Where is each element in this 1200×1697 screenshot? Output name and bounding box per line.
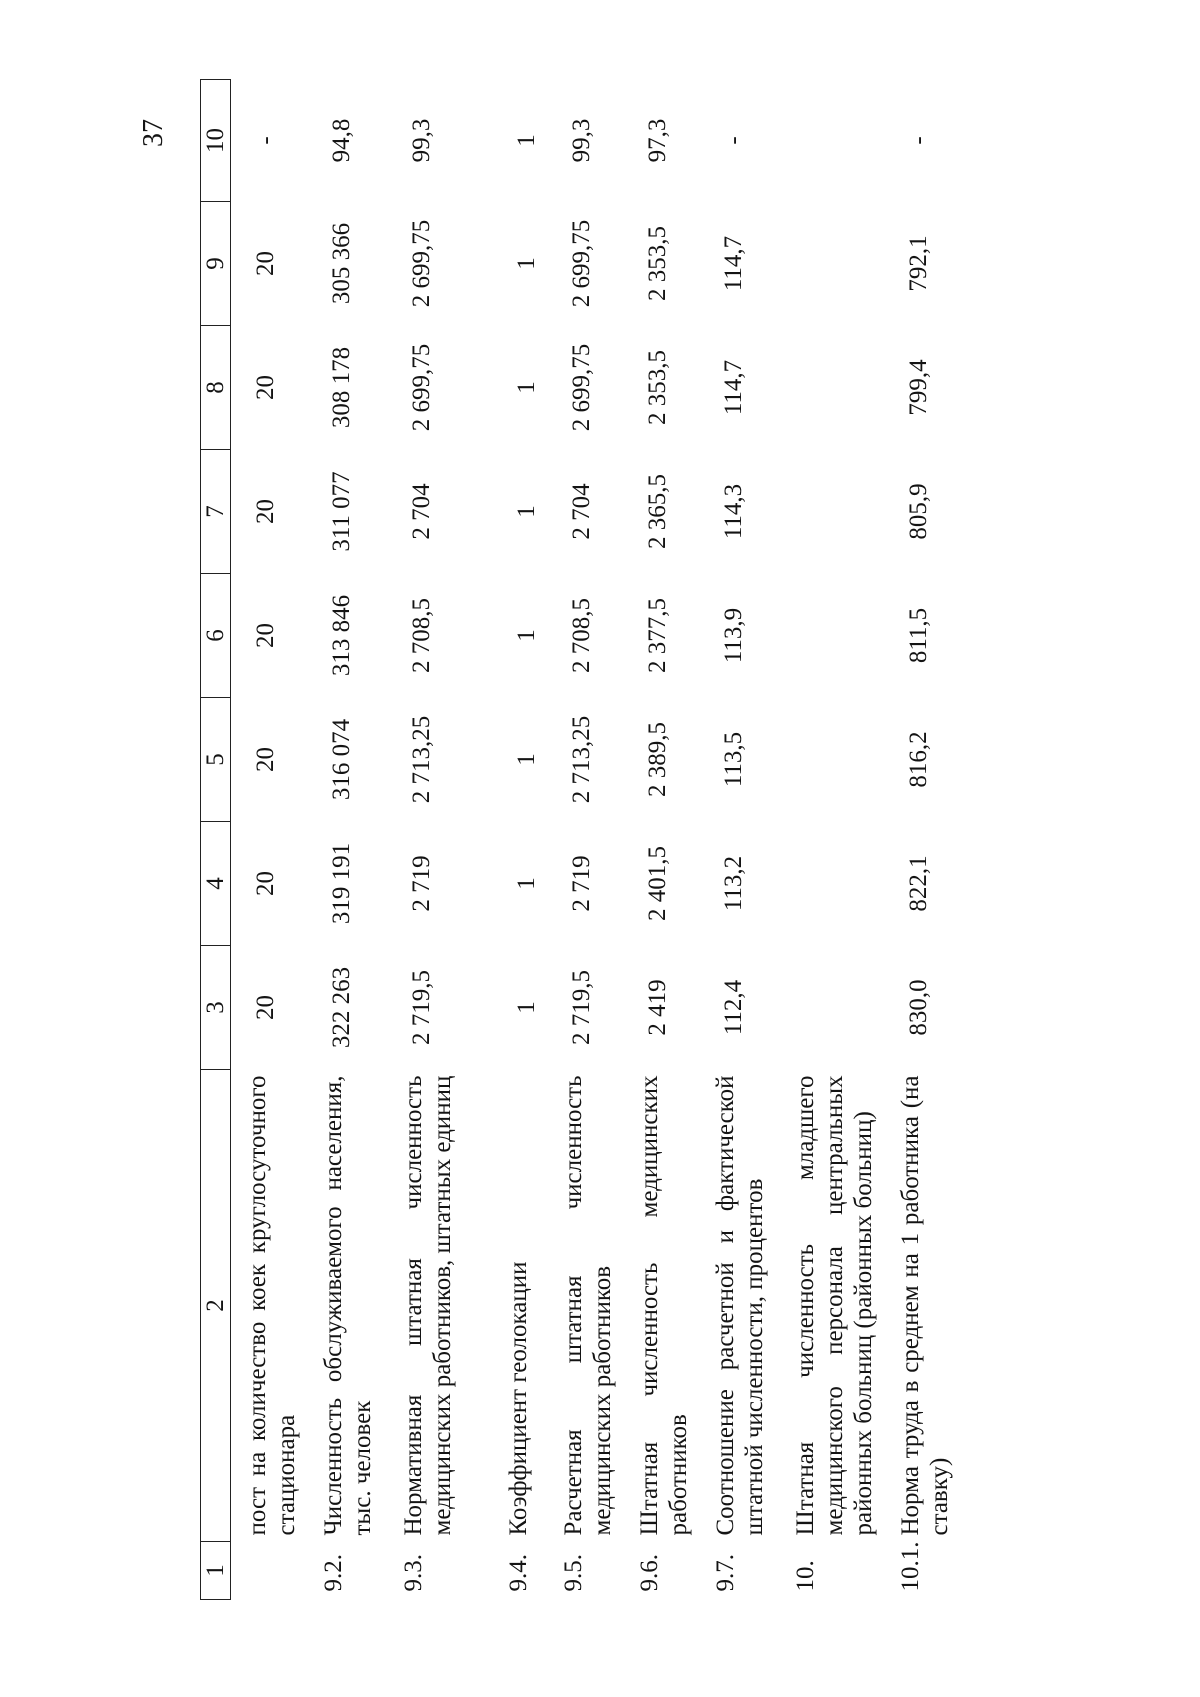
value-cell: 2 377,5 [644, 598, 671, 673]
header-cell: 3 [201, 946, 231, 1070]
table-row [492, 80, 547, 1600]
table-row [307, 80, 387, 1600]
value-cell: 2 389,5 [644, 722, 671, 797]
value-cell: - [720, 136, 747, 145]
row-number: 9.4. [505, 1554, 532, 1592]
value-cell: 311 077 [328, 471, 355, 552]
value-cell: - [252, 136, 279, 145]
header-cell: 2 [201, 1070, 231, 1542]
value-cell [779, 698, 884, 822]
header-row [201, 80, 231, 1600]
value-cell: 112,4 [720, 979, 747, 1036]
header-cell: 1 [201, 1542, 231, 1600]
header-cell: 7 [201, 450, 231, 574]
row-description: Штатная численность медицинских работников [636, 1075, 692, 1536]
row-number: 9.6. [636, 1554, 663, 1592]
header-cell: 5 [201, 698, 231, 822]
value-cell: 20 [252, 251, 279, 276]
value-cell: 99,3 [408, 118, 435, 163]
value-cell: 308 178 [328, 346, 355, 429]
value-cell: 2 704 [568, 483, 595, 540]
value-cell: 316 074 [328, 718, 355, 801]
value-cell: 305 366 [328, 222, 355, 305]
value-cell: 114,7 [720, 235, 747, 292]
value-cell: 20 [252, 623, 279, 648]
row-number: 9.2. [320, 1554, 347, 1592]
value-cell: 113,9 [720, 607, 747, 664]
value-cell: 1 [513, 629, 540, 642]
value-cell: 2 719,5 [568, 970, 595, 1045]
value-cell: 2 353,5 [644, 350, 671, 425]
value-cell: 805,9 [905, 483, 932, 540]
value-cell: 2 719,5 [408, 970, 435, 1045]
value-cell [779, 574, 884, 698]
value-cell: 2 719 [408, 855, 435, 912]
row-description: пост на количество коек круглосуточного стационара [244, 1075, 300, 1536]
value-cell: 1 [513, 505, 540, 518]
table-row [779, 80, 884, 1600]
value-cell: 2 713,25 [408, 715, 435, 804]
value-cell: 2 699,75 [568, 343, 595, 432]
row-description: Коэффициент геолокации [505, 1261, 532, 1536]
header-cell: 9 [201, 202, 231, 326]
value-cell: 830,0 [905, 979, 932, 1036]
value-cell: 2 401,5 [644, 846, 671, 921]
value-cell: 2 719 [568, 855, 595, 912]
value-cell [779, 450, 884, 574]
row-description: Соотношение расчетной и фактической штатной численности, процентов [712, 1075, 768, 1536]
value-cell: 20 [252, 871, 279, 896]
value-cell: 799,4 [905, 359, 932, 416]
value-cell: 2 708,5 [408, 598, 435, 673]
value-cell: 114,7 [720, 359, 747, 416]
page-number: 37 [138, 119, 169, 147]
header-cell: 10 [201, 80, 231, 202]
value-cell [779, 80, 884, 202]
row-number: 9.5. [560, 1554, 587, 1592]
value-cell: 94,8 [328, 118, 355, 163]
value-cell: 113,5 [720, 731, 747, 788]
table-row [699, 80, 779, 1600]
row-description: Норма труда в среднем на 1 работника (на ставку) [897, 1075, 953, 1536]
table-row [884, 80, 960, 1600]
value-cell: 113,2 [720, 855, 747, 912]
value-cell: 20 [252, 747, 279, 772]
indicator-table-rotated [200, 80, 1060, 1600]
indicator-table [200, 79, 960, 1600]
row-number: 10. [792, 1560, 819, 1592]
row-number [231, 1542, 308, 1600]
value-cell: 2 699,75 [568, 219, 595, 308]
value-cell: 2 704 [408, 483, 435, 540]
value-cell: 313 846 [328, 594, 355, 677]
row-number: 9.3. [400, 1554, 427, 1592]
value-cell: 2 708,5 [568, 598, 595, 673]
value-cell [779, 202, 884, 326]
header-cell: 4 [201, 822, 231, 946]
value-cell: 99,3 [568, 118, 595, 163]
table-row [623, 80, 699, 1600]
value-cell: 822,1 [905, 855, 932, 912]
value-cell: 322 263 [328, 966, 355, 1049]
value-cell: 2 419 [644, 979, 671, 1036]
row-description: Штатная численность младшего медицинского персонала центральных районных больниц (районных больниц) [792, 1075, 877, 1536]
value-cell: 2 365,5 [644, 474, 671, 549]
value-cell: 816,2 [905, 731, 932, 788]
value-cell: 792,1 [905, 235, 932, 292]
value-cell: 1 [513, 753, 540, 766]
row-number: 9.7. [712, 1554, 739, 1592]
value-cell: 2 699,75 [408, 219, 435, 308]
value-cell: 811,5 [905, 607, 932, 664]
value-cell: 114,3 [720, 483, 747, 540]
value-cell: 1 [513, 134, 540, 147]
value-cell: 1 [513, 877, 540, 890]
value-cell: - [905, 136, 932, 145]
value-cell: 1 [513, 257, 540, 270]
value-cell: 20 [252, 375, 279, 400]
value-cell: 319 191 [328, 842, 355, 925]
value-cell: 2 713,25 [568, 715, 595, 804]
value-cell: 2 353,5 [644, 226, 671, 301]
table-row [387, 80, 492, 1600]
value-cell [779, 946, 884, 1070]
value-cell: 20 [252, 995, 279, 1020]
value-cell [779, 822, 884, 946]
value-cell [779, 326, 884, 450]
row-number: 10.1. [897, 1541, 924, 1592]
value-cell: 2 699,75 [408, 343, 435, 432]
value-cell: 20 [252, 499, 279, 524]
value-cell: 1 [513, 381, 540, 394]
row-description: Численность обслуживаемого населения, тыс. человек [320, 1075, 376, 1536]
row-description: Расчетная штатная численность медицинских работников [560, 1075, 616, 1536]
value-cell: 97,3 [644, 118, 671, 163]
row-description: Нормативная штатная численность медицинских работников, штатных единиц [400, 1075, 456, 1536]
value-cell: 1 [513, 1001, 540, 1014]
header-cell: 6 [201, 574, 231, 698]
header-cell: 8 [201, 326, 231, 450]
table-row [231, 80, 308, 1600]
table-row [547, 80, 623, 1600]
